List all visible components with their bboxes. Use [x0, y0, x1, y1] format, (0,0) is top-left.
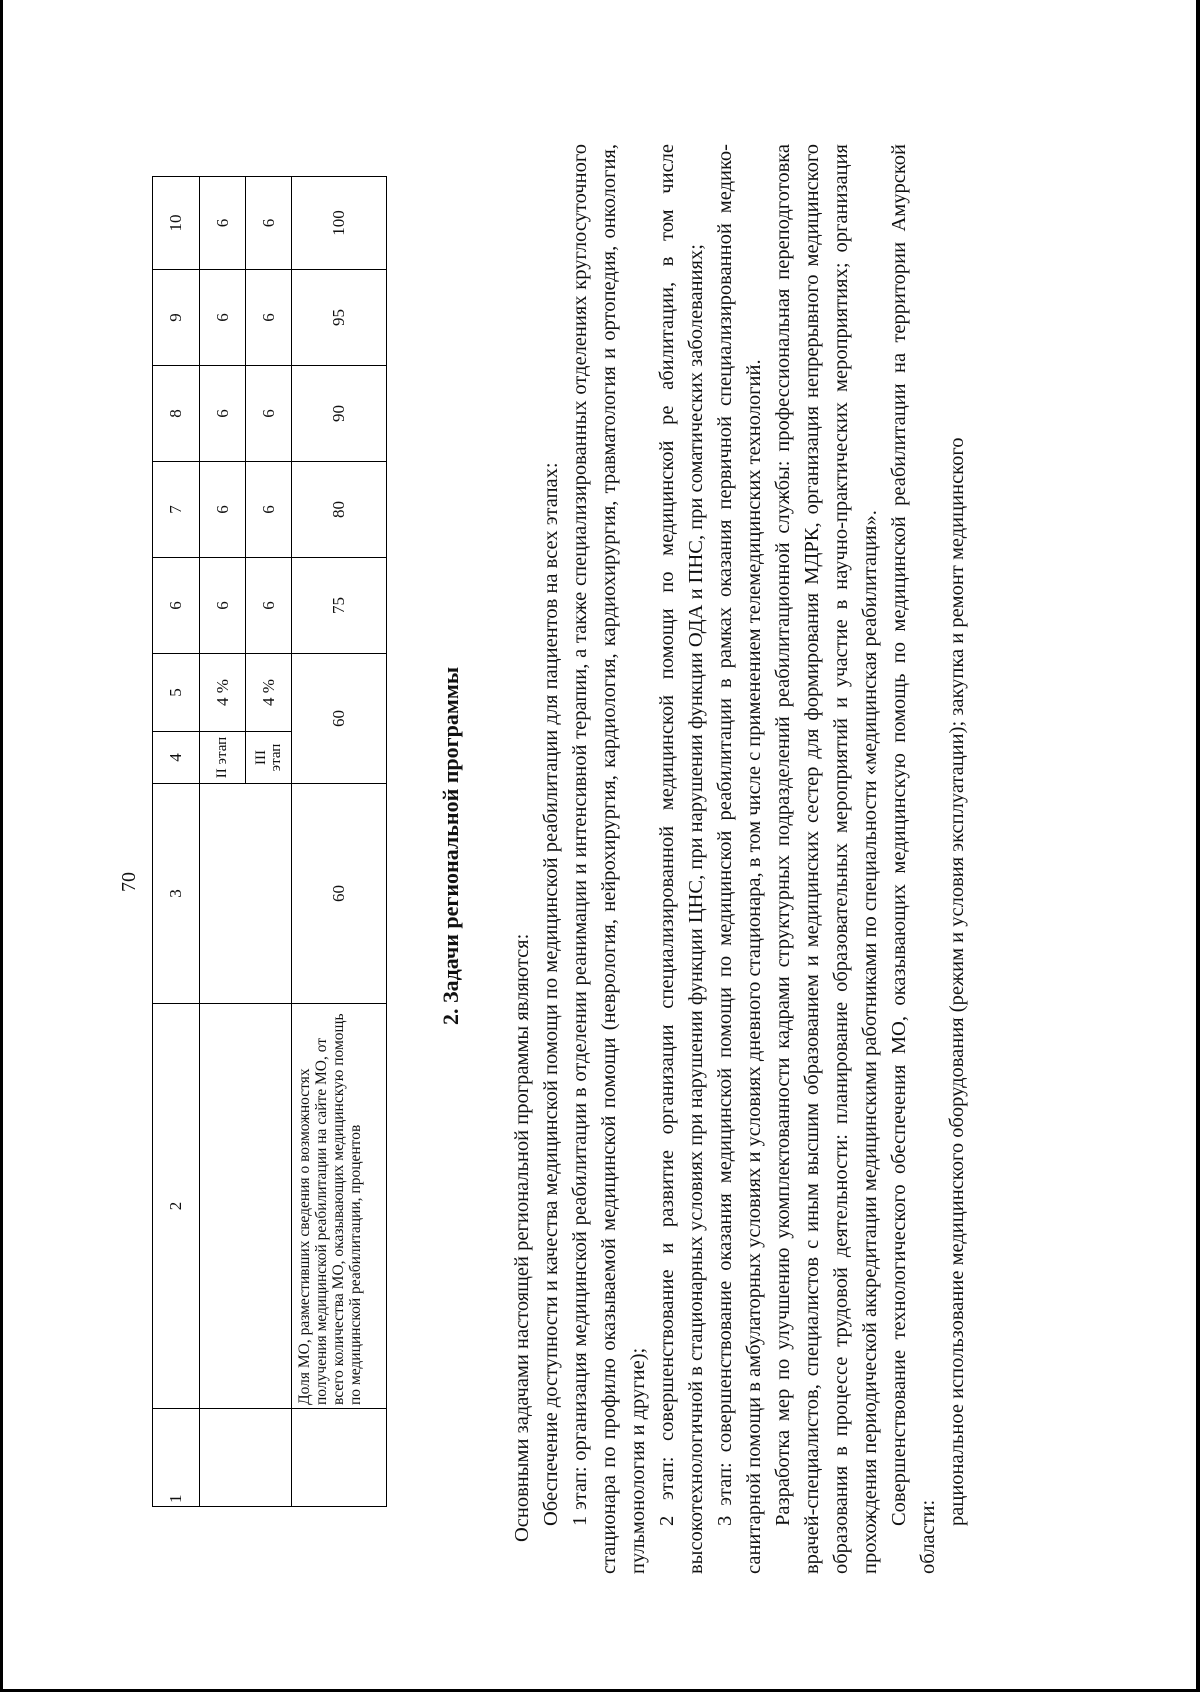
header-cell: 8 [153, 366, 200, 462]
table-row [292, 177, 387, 1507]
section-title: 2. Задачи региональной программы [438, 666, 463, 1026]
paragraph: Разработка мер по улучшению укомплектованности кадрами структурных подразделений реабилитационной службы: профессиональная переподготовка врачей-специалистов, специалистов с иным высшим образованием и медицинских сестер для формирования МДРК, организация непрерывного медицинского образования в процессе трудовой деятельности: планирование образовательных мероприятий и участие в научно-практических мероприятиях; организация прохождения периодической аккредитации медицинскими работниками по специальности «медицинская реабилитация». [772, 144, 881, 1574]
paragraph: Обеспечение доступности и качества медицинской помощи по медицинской реабилитации для пациентов на всех этапах: [540, 462, 562, 1526]
table-cell [200, 1409, 292, 1507]
table-cell: 90 [292, 366, 387, 462]
table-cell: 6 [200, 558, 246, 654]
table-cell: 60 [292, 654, 387, 784]
paragraph: 2 этап: совершенствование и развитие организации специализированной медицинской помощи по медицинской ре абилитации, в том числе высокотехнологичной в стационарных условиях при нарушении функции ЦНС, при нарушении функции ОДА и ПНС, при соматических заболеваниях; [656, 144, 707, 1574]
paragraph: Совершенствование технологического обеспечения МО, оказывающих медицинскую помощь по медицинской реабилитации на территории Амурской области: [888, 144, 939, 1574]
header-cell: 9 [153, 270, 200, 366]
table-cell: III этап [246, 732, 292, 784]
header-cell: 3 [153, 784, 200, 1004]
table-cell: 6 [246, 366, 292, 462]
table-cell: 80 [292, 462, 387, 558]
header-cell: 4 [153, 732, 200, 784]
table-cell: 6 [246, 270, 292, 366]
table-cell: 6 [200, 177, 246, 270]
header-cell: 6 [153, 558, 200, 654]
table-cell: 95 [292, 270, 387, 366]
header-cell: 1 [153, 1409, 200, 1507]
table-cell: 6 [200, 462, 246, 558]
body-text [508, 144, 972, 1574]
header-cell: 7 [153, 462, 200, 558]
table-cell: Доля МО, разместивших сведения о возможностях получения медицинской реабилитации на сайте МО, от всего количества МО, оказывающих медицинскую помощь по медицинской реабилитации, процентов [292, 1004, 387, 1409]
table-cell: 6 [200, 366, 246, 462]
table-cell: 4 % [200, 654, 246, 732]
paragraph: 1 этап: организация медицинской реабилитации в отделении реанимации и интенсивной терапии, а также специализированных отделениях круглосуточного стационара по профилю оказываемой медицинской помощи (неврология, нейрохирургия, кардиология, кардиохирургия, травматология и ортопедия, онкология, пульмонология и другие); [569, 144, 649, 1574]
table-cell: 75 [292, 558, 387, 654]
header-cell: 2 [153, 1004, 200, 1409]
paragraph: Основными задачами настоящей региональной программы являются: [511, 933, 533, 1542]
table-cell: 6 [246, 558, 292, 654]
table-cell [200, 784, 292, 1004]
table-cell [292, 1409, 387, 1507]
page-number: 70 [118, 872, 140, 892]
header-cell: 5 [153, 654, 200, 732]
table-cell: II этап [200, 732, 246, 784]
table-cell [200, 1004, 292, 1409]
table-cell: 6 [246, 462, 292, 558]
table-cell: 6 [246, 177, 292, 270]
table-cell: 60 [292, 784, 387, 1004]
indicator-table [152, 176, 387, 1507]
table-header-row [153, 177, 200, 1507]
table-cell: 4 % [246, 654, 292, 732]
table-cell: 100 [292, 177, 387, 270]
paragraph: рациональное использование медицинского оборудования (режим и условия эксплуатации); закупка и ремонт медицинского [946, 437, 968, 1526]
paragraph: 3 этап: совершенствование оказания медицинской помощи по медицинской реабилитации в рамках оказания первичной специализированной медико-санитарной помощи в амбулаторных условиях и условиях дневного стационара, в том числе с применением телемедицинских технологий. [714, 144, 765, 1574]
header-cell: 10 [153, 177, 200, 270]
table-cell: 6 [200, 270, 246, 366]
table-row [200, 177, 246, 1507]
